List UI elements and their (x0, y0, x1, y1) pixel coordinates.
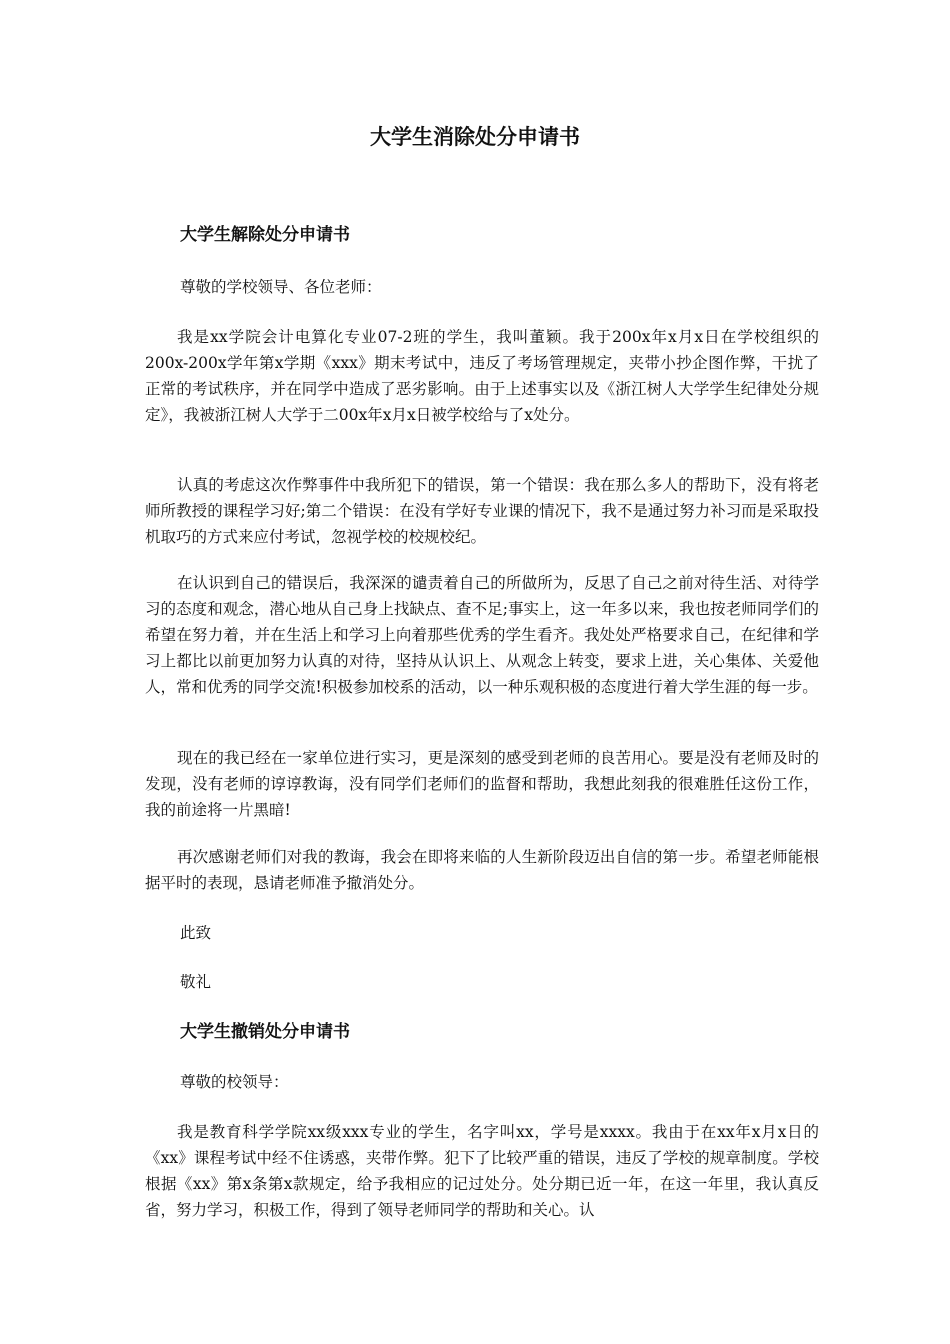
letter1-closing-regards: 此致 (180, 924, 212, 942)
letter2-paragraph-1: 我是教育科学学院xx级xxx专业的学生，名字叫xx，学号是xxxx。我由于在xx年x月x日的《xx》课程考试中经不住诱惑，夹带作弊。犯下了比较严重的错误，违反了学校的规章制度。学校根据《xx》第x条第x款规定，给予我相应的记过处分。处分期已近一年，在这一年里，我认真反省，努力学习，积极工作，得到了领导老师同学的帮助和关心。认 (145, 1123, 819, 1219)
letter1-closing-salute: 敬礼 (180, 973, 212, 991)
letter2-heading: 大学生撤销处分申请书 (180, 1022, 350, 1042)
letter1-paragraph-4: 现在的我已经在一家单位进行实习，更是深刻的感受到老师的良苦用心。要是没有老师及时的发现，没有老师的谆谆教诲，没有同学们老师们的监督和帮助，我想此刻我的很难胜任这份工作，我的前途将一片黑暗! (145, 749, 819, 819)
letter1-paragraph-5: 再次感谢老师们对我的教诲，我会在即将来临的人生新阶段迈出自信的第一步。希望老师能根据平时的表现，恳请老师准予撤消处分。 (145, 848, 819, 892)
letter2-salutation: 尊敬的校领导： (180, 1073, 289, 1091)
letter1-paragraph-2: 认真的考虑这次作弊事件中我所犯下的错误，第一个错误：我在那么多人的帮助下，没有将老师所教授的课程学习好;第二个错误：在没有学好专业课的情况下，我不是通过努力补习而是采取投机取巧的方式来应付考试，忽视学校的校规校纪。 (145, 476, 819, 546)
letter1-salutation: 尊敬的学校领导、各位老师： (180, 278, 382, 296)
letter1-paragraph-3: 在认识到自己的错误后，我深深的谴责着自己的所做所为，反思了自己之前对待生活、对待学习的态度和观念，潜心地从自己身上找缺点、查不足;事实上，这一年多以来，我也按老师同学们的希望在努力着，并在生活上和学习上向着那些优秀的学生看齐。我处处严格要求自己，在纪律和学习上都比以前更加努力认真的对待，坚持从认识上、从观念上转变，要求上进，关心集体、关爱他人，常和优秀的同学交流!积极参加校系的活动，以一种乐观积极的态度进行着大学生涯的每一步。 (145, 574, 819, 696)
document-title: 大学生消除处分申请书 (370, 125, 580, 149)
letter1-heading: 大学生解除处分申请书 (180, 225, 350, 245)
letter1-paragraph-1: 我是xx学院会计电算化专业07-2班的学生，我叫董颖。我于200x年x月x日在学校组织的200x-200x学年第x学期《xxx》期末考试中，违反了考场管理规定，夹带小抄企图作弊，干扰了正常的考试秩序，并在同学中造成了恶劣影响。由于上述事实以及《浙江树人大学学生纪律处分规定》，我被浙江树人大学于二00x年x月x日被学校给与了x处分。 (145, 328, 819, 424)
